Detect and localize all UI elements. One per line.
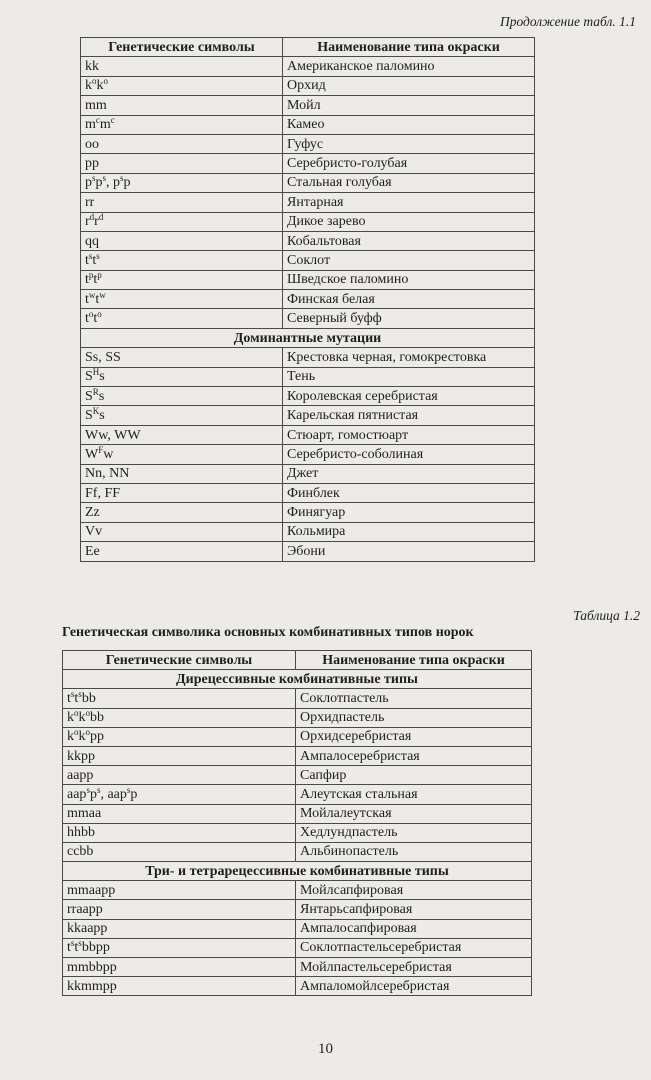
genetic-symbol-cell: rr (81, 193, 283, 212)
table-row (81, 115, 535, 134)
table-title: Генетическая символика основных комбинативных типов норок (62, 625, 474, 640)
color-type-name-cell: Тень (283, 367, 535, 386)
table-row (81, 367, 535, 386)
genetic-symbol-cell: qq (81, 231, 283, 250)
table-row (63, 823, 532, 842)
table-body (63, 670, 532, 996)
table-row (81, 290, 535, 309)
color-type-name-cell: Серебристо-голубая (283, 154, 535, 173)
genetic-symbol-cell: rraapp (63, 900, 296, 919)
genetic-symbol-cell: mmbbpp (63, 958, 296, 977)
genetic-symbol-cell: $t^wt^w$ (81, 290, 283, 309)
table-row (81, 406, 535, 425)
genetic-symbols-table-1-1 (80, 37, 535, 562)
table-row (81, 193, 535, 212)
color-type-name-cell: Серебристо-соболиная (283, 445, 535, 464)
genetic-symbols-table-1-2 (62, 650, 532, 996)
genetic-symbol-cell: Zz (81, 503, 283, 522)
table-row (63, 958, 532, 977)
table-row (63, 804, 532, 823)
genetic-symbol-cell: kkaapp (63, 919, 296, 938)
table-row (81, 503, 535, 522)
table-header-row (63, 651, 532, 670)
genetic-symbol-cell: $t^pt^p$ (81, 270, 283, 289)
table-row (81, 154, 535, 173)
genetic-symbol-cell: $S^Ks$ (81, 406, 283, 425)
color-type-name-cell: Карельская пятнистая (283, 406, 535, 425)
section-title: Дирецессивные комбинативные типы (63, 670, 532, 689)
genetic-symbol-cell: Ss, SS (81, 348, 283, 367)
genetic-symbol-cell: pp (81, 154, 283, 173)
header-color-type-name: Наименование типа окраски (283, 38, 535, 57)
table-row (81, 57, 535, 76)
color-type-name-cell: Соклотпастельсеребристая (296, 938, 532, 957)
genetic-symbol-cell: $t^st^s$ (81, 251, 283, 270)
table-row (81, 96, 535, 115)
color-type-name-cell: Финская белая (283, 290, 535, 309)
genetic-symbol-cell: $t^st^sbb$ (63, 689, 296, 708)
genetic-symbol-cell: kkmmpp (63, 977, 296, 996)
section-header-row (81, 328, 535, 347)
table-row (63, 919, 532, 938)
genetic-symbol-cell: $r^dr^d$ (81, 212, 283, 231)
table-row (63, 766, 532, 785)
table-row (81, 309, 535, 328)
table-row (63, 842, 532, 861)
genetic-symbol-cell: Ww, WW (81, 425, 283, 444)
genetic-symbol-cell: Ff, FF (81, 483, 283, 502)
color-type-name-cell: Стюарт, гомостюарт (283, 425, 535, 444)
color-type-name-cell: Северный буфф (283, 309, 535, 328)
genetic-symbol-cell: $aap^sp^s$, aap$^s$p (63, 785, 296, 804)
table-row (63, 689, 532, 708)
genetic-symbol-cell: kk (81, 57, 283, 76)
color-type-name-cell: Финблек (283, 483, 535, 502)
color-type-name-cell: Финягуар (283, 503, 535, 522)
header-genetic-symbols: Генетические символы (81, 38, 283, 57)
genetic-symbol-cell: Nn, NN (81, 464, 283, 483)
table-row (63, 900, 532, 919)
color-type-name-cell: Стальная голубая (283, 173, 535, 192)
table-row (63, 977, 532, 996)
table-row (63, 708, 532, 727)
color-type-name-cell: Орхидпастель (296, 708, 532, 727)
genetic-symbol-cell: $k^ok^opp$ (63, 727, 296, 746)
genetic-symbol-cell: $W^Fw$ (81, 445, 283, 464)
table-row (81, 483, 535, 502)
color-type-name-cell: Джет (283, 464, 535, 483)
table-row (63, 785, 532, 804)
color-type-name-cell: Альбинопастель (296, 842, 532, 861)
genetic-symbol-cell: kkpp (63, 746, 296, 765)
color-type-name-cell: Королевская серебристая (283, 387, 535, 406)
table-caption: Таблица 1.2 (573, 608, 640, 623)
color-type-name-cell: Кольмира (283, 522, 535, 541)
table-row (81, 542, 535, 561)
table-row (81, 522, 535, 541)
table-body (81, 57, 535, 561)
genetic-symbol-cell: hhbb (63, 823, 296, 842)
genetic-symbol-cell: Ee (81, 542, 283, 561)
genetic-symbol-cell: $k^ok^obb$ (63, 708, 296, 727)
genetic-symbol-cell: $t^ot^o$ (81, 309, 283, 328)
color-type-name-cell: Камео (283, 115, 535, 134)
color-type-name-cell: Ампалосеребристая (296, 746, 532, 765)
color-type-name-cell: Дикое зарево (283, 212, 535, 231)
genetic-symbol-cell: mm (81, 96, 283, 115)
section-header-row (63, 670, 532, 689)
color-type-name-cell: Кобальтовая (283, 231, 535, 250)
table-row (63, 727, 532, 746)
table-row (63, 746, 532, 765)
color-type-name-cell: Орхидсеребристая (296, 727, 532, 746)
genetic-symbol-cell: $m^cm^c$ (81, 115, 283, 134)
table-row (81, 425, 535, 444)
genetic-symbol-cell: $S^Rs$ (81, 387, 283, 406)
color-type-name-cell: Янтарьсапфировая (296, 900, 532, 919)
table-row (81, 445, 535, 464)
table-row (81, 231, 535, 250)
table-continuation-caption: Продолжение табл. 1.1 (499, 14, 636, 29)
color-type-name-cell: Американское паломино (283, 57, 535, 76)
genetic-symbol-cell: mmaapp (63, 881, 296, 900)
genetic-symbol-cell: $S^Hs$ (81, 367, 283, 386)
section-header-row (63, 862, 532, 881)
table-row (81, 464, 535, 483)
genetic-symbol-cell: $t^st^sbbpp$ (63, 938, 296, 957)
table-row (63, 881, 532, 900)
table-row (81, 134, 535, 153)
color-type-name-cell: Мойл (283, 96, 535, 115)
table-row (81, 212, 535, 231)
genetic-symbol-cell: ccbb (63, 842, 296, 861)
color-type-name-cell: Хедлундпастель (296, 823, 532, 842)
color-type-name-cell: Мойлалеутская (296, 804, 532, 823)
color-type-name-cell: Янтарная (283, 193, 535, 212)
color-type-name-cell: Мойлпастельсеребристая (296, 958, 532, 977)
color-type-name-cell: Гуфус (283, 134, 535, 153)
section-title: Доминантные мутации (81, 328, 535, 347)
genetic-symbol-cell: mmaa (63, 804, 296, 823)
color-type-name-cell: Мойлсапфировая (296, 881, 532, 900)
genetic-symbol-cell: oo (81, 134, 283, 153)
color-type-name-cell: Ампаломойлсеребристая (296, 977, 532, 996)
table-row (81, 270, 535, 289)
genetic-symbol-cell: Vv (81, 522, 283, 541)
color-type-name-cell: Соклотпастель (296, 689, 532, 708)
color-type-name-cell: Орхид (283, 76, 535, 95)
table-row (81, 76, 535, 95)
color-type-name-cell: Ампалосапфировая (296, 919, 532, 938)
genetic-symbol-cell: aapp (63, 766, 296, 785)
color-type-name-cell: Сапфир (296, 766, 532, 785)
table-row (81, 251, 535, 270)
color-type-name-cell: Соклот (283, 251, 535, 270)
genetic-symbol-cell: $k^ok^o$ (81, 76, 283, 95)
header-genetic-symbols: Генетические символы (63, 651, 296, 670)
color-type-name-cell: Алеутская стальная (296, 785, 532, 804)
table-row (81, 387, 535, 406)
table-header-row (81, 38, 535, 57)
page-number: 10 (318, 1041, 333, 1057)
genetic-symbol-cell: $p^sp^s$, $p^sp$ (81, 173, 283, 192)
section-title: Три- и тетрарецессивные комбинативные типы (63, 862, 532, 881)
table-row (81, 173, 535, 192)
table-row (81, 348, 535, 367)
header-color-type-name: Наименование типа окраски (296, 651, 532, 670)
color-type-name-cell: Шведское паломино (283, 270, 535, 289)
color-type-name-cell: Крестовка черная, гомокрестовка (283, 348, 535, 367)
color-type-name-cell: Эбони (283, 542, 535, 561)
table-row (63, 938, 532, 957)
